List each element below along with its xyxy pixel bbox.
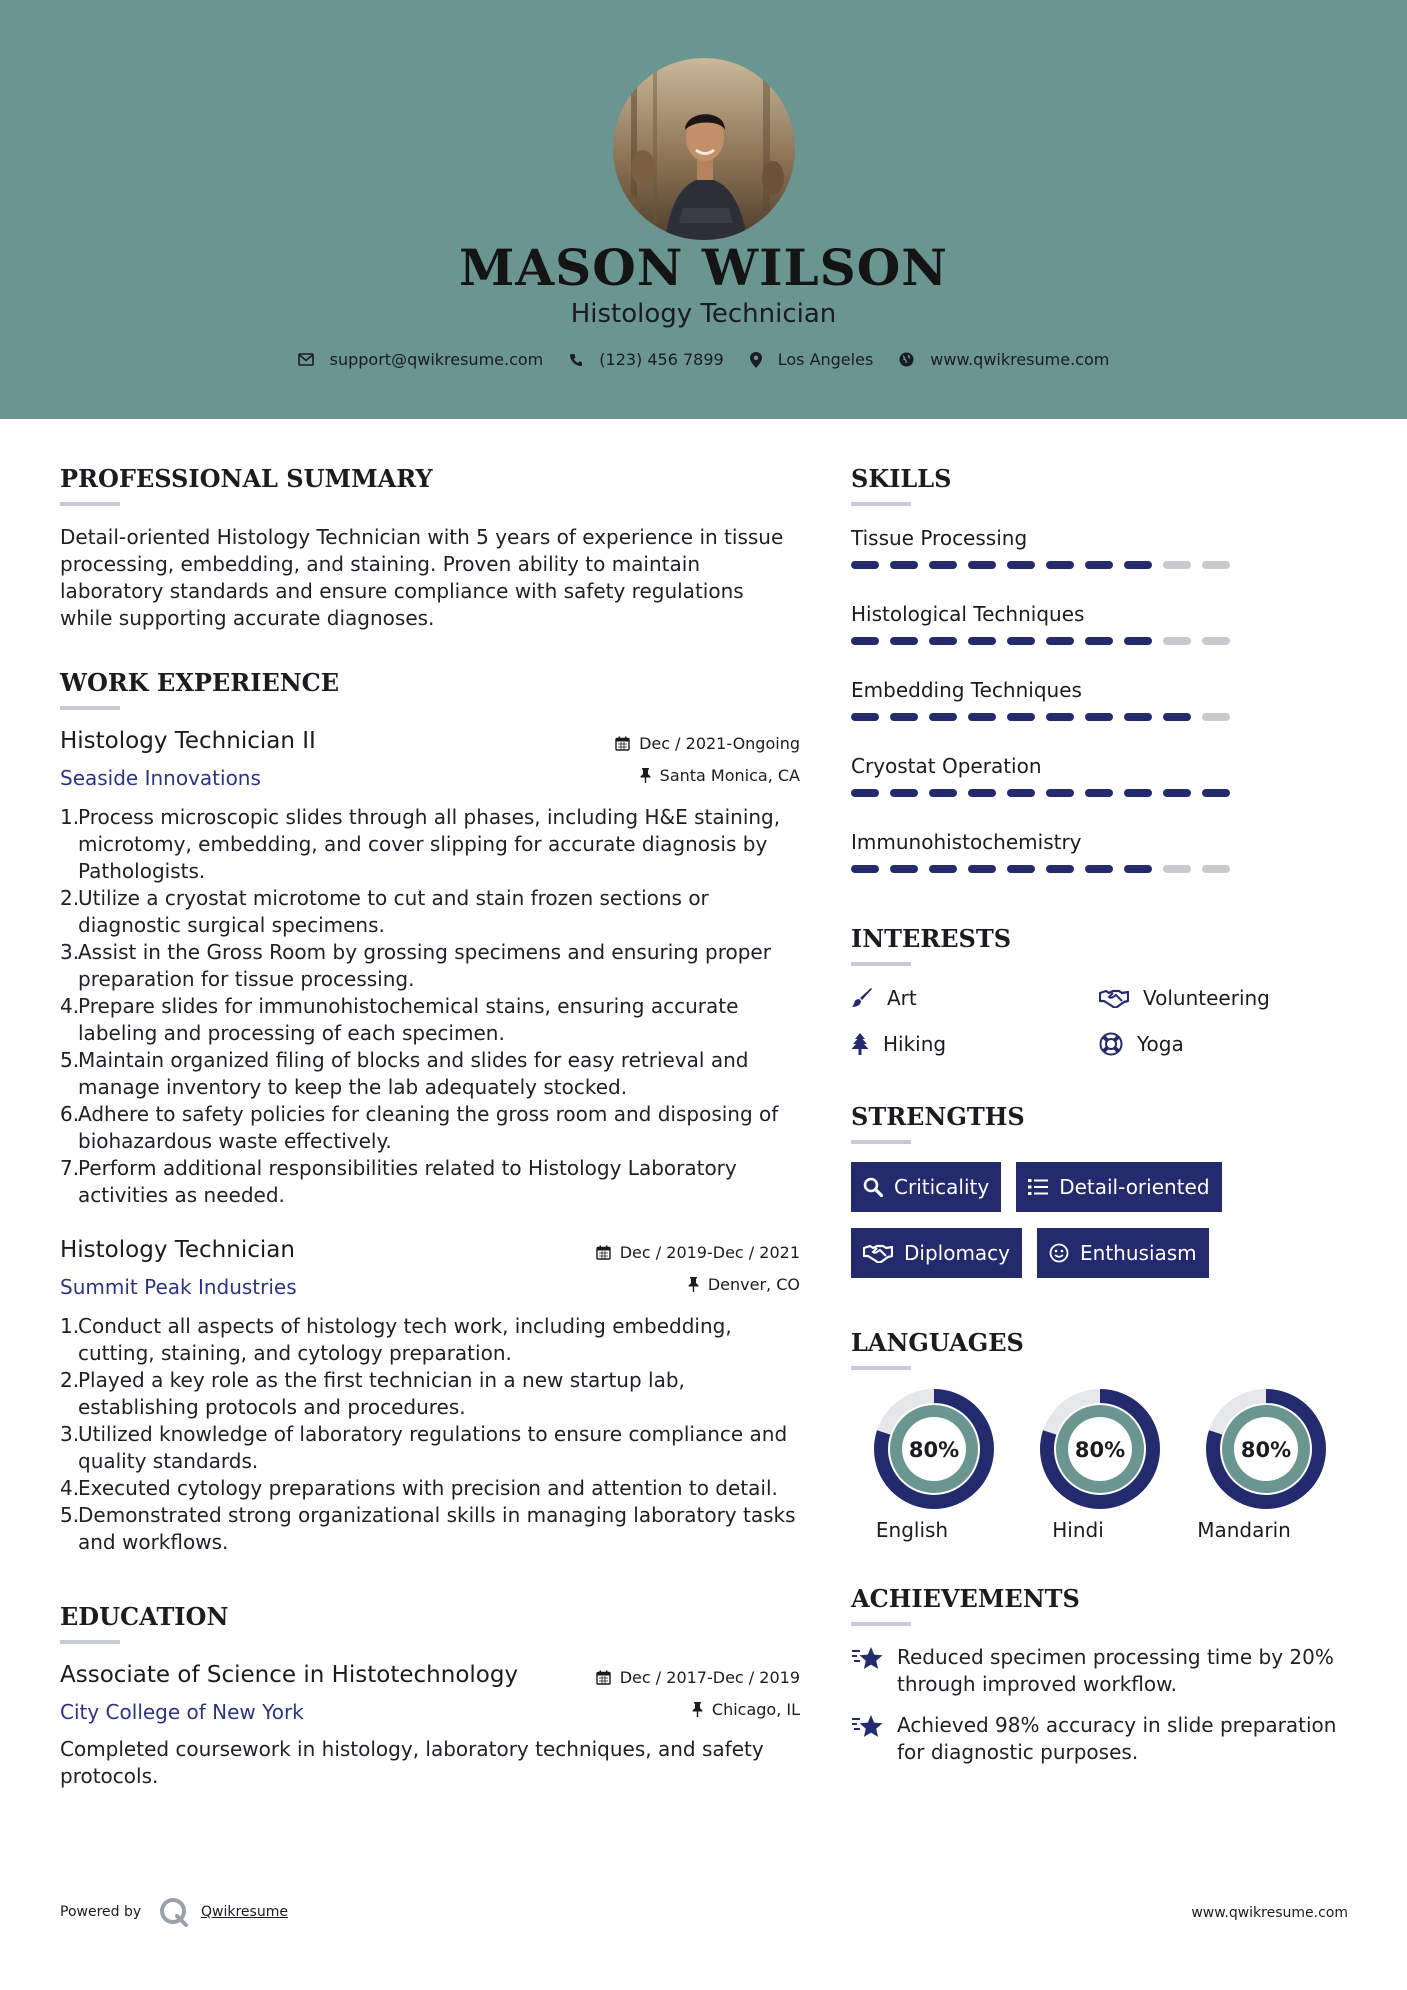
education-entry	[60, 1662, 800, 1790]
interests-heading: INTERESTS	[851, 924, 1012, 953]
skill-dot-filled	[1085, 561, 1113, 569]
skill-dot-filled	[890, 713, 918, 721]
contact-location	[750, 350, 874, 369]
interest-label: Yoga	[1137, 1032, 1184, 1056]
languages-section	[851, 1324, 1351, 1542]
list-item: 2. Utilize a cryostat microtome to cut and stain frozen sections or diagnostic surgical specimens.	[60, 886, 709, 937]
phone-text: (123) 456 7899	[599, 350, 724, 369]
summary-text: Detail-oriented Histology Technician with 5 years of experience in tissue processing, embedding, and staining. Proven ability to maintain laboratory standards and ensure compliance with safety regulations while supporting accurate diagnoses.	[60, 525, 784, 630]
qwikresume-logo	[158, 1896, 190, 1928]
profile-photo	[613, 58, 795, 240]
pin-icon	[692, 1702, 703, 1717]
job-responsibilities	[60, 804, 800, 1209]
language-name: Mandarin	[1197, 1518, 1291, 1542]
skill-dot-filled	[890, 865, 918, 873]
skill-dot-filled	[1085, 865, 1113, 873]
right-column	[851, 460, 1351, 1780]
language-name: Hindi	[1052, 1518, 1104, 1542]
school-name: City College of New York	[60, 1700, 304, 1724]
heading-divider	[851, 962, 911, 966]
skill-dot-filled	[1085, 789, 1113, 797]
job-company: Seaside Innovations	[60, 766, 261, 790]
education-section	[60, 1598, 800, 1790]
skills-heading: SKILLS	[851, 464, 952, 493]
contact-bar	[0, 350, 1407, 369]
heading-divider	[60, 706, 120, 710]
skill-dot-filled	[929, 637, 957, 645]
skill-dot-filled	[1124, 561, 1152, 569]
strength-label: Diplomacy	[904, 1241, 1011, 1265]
globe-icon	[899, 352, 914, 367]
paintbrush-icon	[851, 987, 873, 1009]
skill-dot-filled	[1046, 637, 1074, 645]
skill-dot-filled	[1124, 713, 1152, 721]
powered-by-text: Powered by	[60, 1904, 142, 1920]
languages-list	[851, 1388, 1351, 1542]
achievement-text: Reduced specimen processing time by 20% through improved workflow.	[897, 1645, 1334, 1696]
skill-dot-filled	[1085, 713, 1113, 721]
summary-heading: PROFESSIONAL SUMMARY	[60, 464, 433, 493]
skill-dot-empty	[1163, 865, 1191, 873]
job-location-text: Denver, CO	[707, 1275, 800, 1294]
website-text: www.qwikresume.com	[930, 350, 1110, 369]
achievement-item	[851, 1712, 1351, 1766]
skill-dot-empty	[1202, 561, 1230, 569]
skill-dot-filled	[968, 865, 996, 873]
contact-phone[interactable]	[569, 350, 723, 369]
strength-label: Enthusiasm	[1080, 1241, 1197, 1265]
job-entry	[60, 1237, 800, 1556]
language-ring	[1039, 1388, 1161, 1510]
skill-dot-filled	[968, 713, 996, 721]
skill-dot-filled	[1124, 865, 1152, 873]
skill-dot-filled	[1046, 713, 1074, 721]
education-date	[596, 1668, 800, 1687]
language-percent: 80%	[1074, 1438, 1126, 1462]
pin-icon	[688, 1277, 699, 1292]
interest-label: Hiking	[883, 1032, 947, 1056]
skill-level-meter	[851, 789, 1241, 797]
interests-section	[851, 920, 1351, 1058]
list-item: 2. Played a key role as the first technician in a new startup lab, establishing protocols and procedures.	[60, 1368, 685, 1419]
skill-level-meter	[851, 637, 1241, 645]
skill-name: Cryostat Operation	[851, 754, 1042, 778]
summary-section	[60, 460, 800, 632]
skill-dot-empty	[1202, 713, 1230, 721]
skill-dot-filled	[1202, 789, 1230, 797]
skill-dot-filled	[1163, 789, 1191, 797]
language-percent: 80%	[908, 1438, 960, 1462]
job-location	[640, 766, 800, 785]
job-date	[615, 734, 800, 753]
interests-list	[851, 984, 1351, 1058]
interest-item	[851, 1030, 1099, 1058]
skill-level-meter	[851, 561, 1241, 569]
skill-dot-filled	[929, 713, 957, 721]
skills-list	[851, 524, 1351, 904]
list-item: 4. Executed cytology preparations with precision and attention to detail.	[60, 1476, 778, 1500]
list-item: 3. Assist in the Gross Room by grossing specimens and ensuring proper preparation for tissue processing.	[60, 940, 771, 991]
skill-dot-filled	[1124, 637, 1152, 645]
strengths-section	[851, 1098, 1351, 1294]
job-location-text: Santa Monica, CA	[659, 766, 800, 785]
job-company: Summit Peak Industries	[60, 1275, 297, 1299]
contact-email[interactable]	[298, 350, 544, 369]
skill-item	[851, 676, 1351, 752]
skill-item	[851, 752, 1351, 828]
job-date-text: Dec / 2019-Dec / 2021	[619, 1243, 800, 1262]
handshake-icon	[863, 1243, 893, 1263]
job-title: Histology Technician II	[60, 728, 316, 754]
contact-website[interactable]	[899, 350, 1109, 369]
skill-dot-filled	[1046, 865, 1074, 873]
skill-dot-filled	[968, 637, 996, 645]
education-description: Completed coursework in histology, laboratory techniques, and safety protocols.	[60, 1737, 764, 1788]
skill-dot-filled	[890, 789, 918, 797]
strengths-heading: STRENGTHS	[851, 1102, 1025, 1131]
skill-dot-filled	[1046, 561, 1074, 569]
search-icon	[863, 1177, 883, 1197]
strength-label: Detail-oriented	[1059, 1175, 1210, 1199]
achievements-section	[851, 1580, 1351, 1766]
language-ring	[873, 1388, 995, 1510]
skill-dot-filled	[851, 865, 879, 873]
list-item: 5. Demonstrated strong organizational skills in managing laboratory tasks and workflows.	[60, 1503, 796, 1554]
heading-divider	[851, 1622, 911, 1626]
strengths-list	[851, 1162, 1281, 1294]
heading-divider	[60, 502, 120, 506]
email-text: support@qwikresume.com	[329, 350, 544, 369]
skill-dot-filled	[1085, 637, 1113, 645]
job-responsibilities	[60, 1313, 800, 1556]
list-item: 6. Adhere to safety policies for cleaning the gross room and disposing of biohazardous waste effectively.	[60, 1102, 779, 1153]
list-item: 1. Process microscopic slides through all phases, including H&E staining, microtomy, embedding, and cover slipping for accurate diagnosis by Pathologists.	[60, 805, 781, 883]
brand-link[interactable]: Qwikresume	[201, 1904, 288, 1920]
skill-level-meter	[851, 865, 1241, 873]
languages-heading: LANGUAGES	[851, 1328, 1024, 1357]
achievements-heading: ACHIEVEMENTS	[851, 1584, 1080, 1613]
candidate-name: MASON WILSON	[459, 238, 948, 297]
skill-dot-filled	[1007, 637, 1035, 645]
skill-dot-filled	[1007, 865, 1035, 873]
skill-dot-filled	[929, 865, 957, 873]
star-icon	[851, 1714, 885, 1740]
calendar-icon	[615, 736, 630, 751]
pin-icon	[640, 768, 651, 783]
language-percent: 80%	[1240, 1438, 1292, 1462]
skill-dot-filled	[851, 637, 879, 645]
skill-dot-filled	[968, 789, 996, 797]
list-item: 3. Utilized knowledge of laboratory regulations to ensure compliance and quality standards.	[60, 1422, 788, 1473]
skill-dot-filled	[1007, 713, 1035, 721]
skill-level-meter	[851, 713, 1241, 721]
heading-divider	[60, 1640, 120, 1644]
handshake-icon	[1099, 988, 1129, 1008]
language-item	[1183, 1388, 1349, 1542]
education-heading: EDUCATION	[60, 1602, 229, 1631]
footer-website[interactable]: www.qwikresume.com	[1191, 1905, 1348, 1921]
star-icon	[851, 1646, 885, 1672]
list-item: 1. Conduct all aspects of histology tech work, including embedding, cutting, staining, and cytology preparation.	[60, 1314, 732, 1365]
heading-divider	[851, 502, 911, 506]
education-location	[692, 1700, 800, 1719]
interest-item	[851, 984, 1099, 1012]
smile-icon	[1049, 1243, 1069, 1263]
job-date	[596, 1243, 800, 1262]
skill-dot-empty	[1163, 561, 1191, 569]
skill-item	[851, 524, 1351, 600]
achievement-text: Achieved 98% accuracy in slide preparation for diagnostic purposes.	[897, 1713, 1337, 1764]
list-item: 7. Perform additional responsibilities related to Histology Laboratory activities as needed.	[60, 1156, 737, 1207]
skill-dot-filled	[890, 637, 918, 645]
job-title: Histology Technician	[60, 1237, 295, 1263]
language-item	[851, 1388, 1017, 1542]
skill-dot-filled	[1163, 713, 1191, 721]
skill-item	[851, 828, 1351, 904]
skill-dot-filled	[851, 789, 879, 797]
skill-dot-filled	[968, 561, 996, 569]
left-column	[60, 460, 800, 1818]
tree-icon	[851, 1033, 869, 1055]
skill-dot-empty	[1202, 637, 1230, 645]
calendar-icon	[596, 1670, 611, 1685]
skill-dot-filled	[851, 561, 879, 569]
degree-title: Associate of Science in Histotechnology	[60, 1662, 519, 1688]
strength-label: Criticality	[894, 1175, 990, 1199]
skill-dot-filled	[1124, 789, 1152, 797]
list-item: 4. Prepare slides for immunohistochemical stains, ensuring accurate labeling and processing of each specimen.	[60, 994, 739, 1045]
skills-section	[851, 460, 1351, 904]
list-icon	[1028, 1178, 1048, 1196]
phone-icon	[569, 353, 583, 367]
interest-label: Art	[887, 986, 917, 1010]
experience-section	[60, 664, 800, 1556]
skill-dot-empty	[1163, 637, 1191, 645]
map-marker-icon	[750, 352, 762, 368]
candidate-title: Histology Technician	[570, 299, 837, 329]
calendar-icon	[596, 1245, 611, 1260]
skill-dot-filled	[851, 713, 879, 721]
job-entry	[60, 728, 800, 1209]
skill-item	[851, 600, 1351, 676]
skill-name: Immunohistochemistry	[851, 830, 1082, 854]
skill-dot-filled	[1007, 789, 1035, 797]
job-date-text: Dec / 2021-Ongoing	[639, 734, 800, 753]
strength-chip	[1016, 1162, 1221, 1212]
life-ring-icon	[1099, 1032, 1123, 1056]
interest-label: Volunteering	[1143, 986, 1270, 1010]
location-text: Los Angeles	[777, 350, 874, 369]
interest-item	[1099, 1030, 1319, 1058]
skill-dot-filled	[1046, 789, 1074, 797]
job-location	[688, 1275, 800, 1294]
skill-name: Embedding Techniques	[851, 678, 1082, 702]
resume-header	[0, 0, 1407, 419]
strength-chip	[851, 1162, 1001, 1212]
skill-dot-empty	[1202, 865, 1230, 873]
skill-dot-filled	[1007, 561, 1035, 569]
strength-chip	[1037, 1228, 1209, 1278]
list-item: 5. Maintain organized filing of blocks and slides for easy retrieval and manage inventory to keep the lab adequately stocked.	[60, 1048, 749, 1099]
language-name: English	[875, 1518, 949, 1542]
experience-heading: WORK EXPERIENCE	[60, 668, 340, 697]
heading-divider	[851, 1366, 911, 1370]
achievement-item	[851, 1644, 1351, 1698]
language-item	[1017, 1388, 1183, 1542]
skill-name: Histological Techniques	[851, 602, 1085, 626]
strength-chip	[851, 1228, 1022, 1278]
skill-name: Tissue Processing	[851, 526, 1028, 550]
footer	[60, 1896, 1348, 1932]
interest-item	[1099, 984, 1319, 1012]
skill-dot-filled	[929, 561, 957, 569]
skill-dot-filled	[890, 561, 918, 569]
education-date-text: Dec / 2017-Dec / 2019	[619, 1668, 800, 1687]
heading-divider	[851, 1140, 911, 1144]
skill-dot-filled	[929, 789, 957, 797]
envelope-icon	[298, 353, 314, 366]
language-ring	[1205, 1388, 1327, 1510]
education-location-text: Chicago, IL	[711, 1700, 800, 1719]
